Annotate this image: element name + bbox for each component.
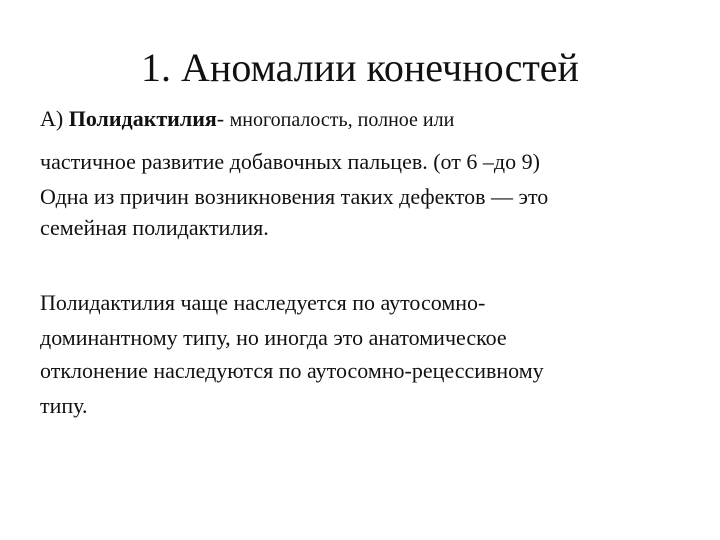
cause-line-1: Одна из причин возникновения таких дефектов — это: [40, 184, 549, 209]
definition-prefix: А): [40, 106, 69, 131]
definition-term: Полидактилия: [68, 106, 217, 131]
definition-line: [40, 104, 454, 135]
definition-lead: многопалость, полное или: [229, 109, 455, 131]
inheritance-line-2: доминантному типу, но иногда это анатомическое: [40, 325, 507, 350]
inheritance-line-3: отклонение наследуются по аутосомно-рецессивному: [40, 358, 544, 383]
definition-continuation: частичное развитие добавочных пальцев. (от 6 –до 9): [40, 149, 540, 174]
inheritance-line-1: Полидактилия чаще наследуется по аутосомно-: [40, 290, 486, 315]
slide-title: 1. Аномалии конечностей: [141, 45, 579, 90]
inheritance-line-4: типу.: [40, 393, 88, 418]
definition-dash: -: [216, 106, 230, 131]
cause-line-2: семейная полидактилия.: [40, 215, 269, 240]
